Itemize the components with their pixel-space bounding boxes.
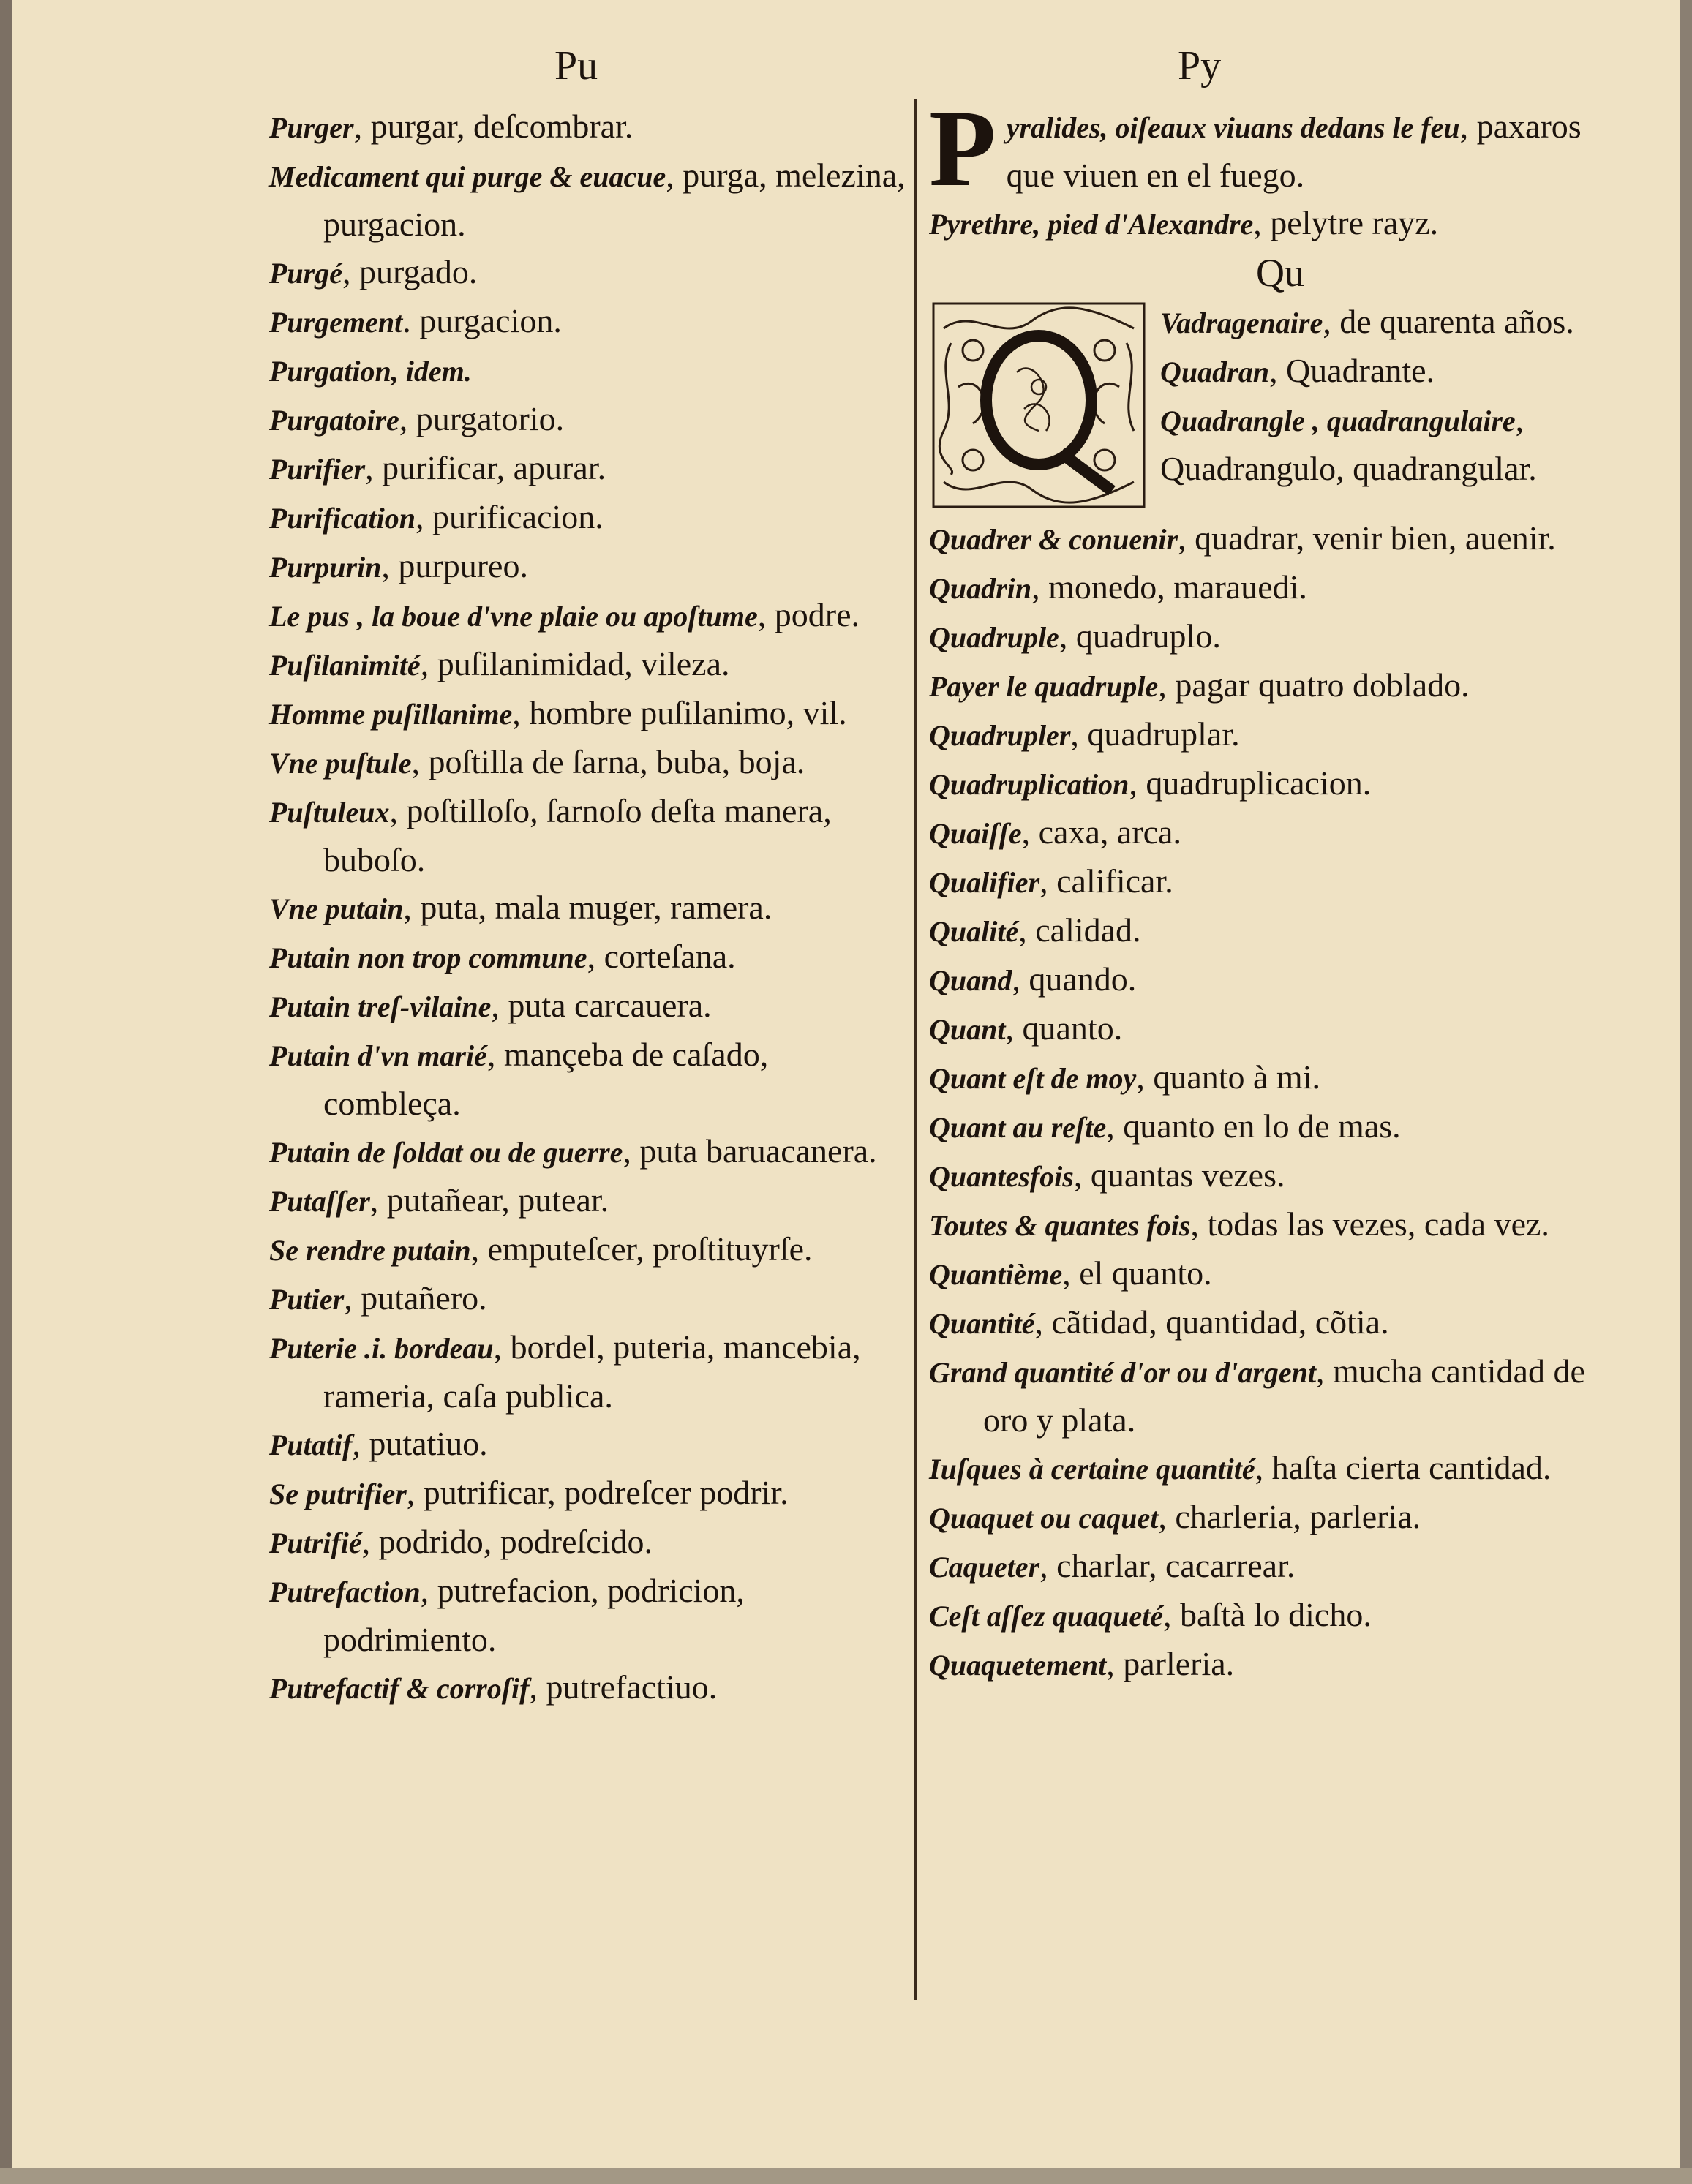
spanish-gloss: , purgado. [342,253,478,290]
french-term: Putain d'vn marié [269,1039,487,1072]
french-term: Vne putain [269,892,404,925]
dictionary-entry [929,1298,1587,1347]
french-term: Quaquetement [929,1649,1107,1682]
dictionary-entry [269,493,906,542]
dictionary-entry [269,640,906,689]
dictionary-entry [269,689,906,738]
dictionary-entry [929,661,1587,710]
dictionary-entry [929,857,1587,906]
french-term: Quant eſt de moy [929,1062,1137,1095]
french-term: Quand [929,964,1012,997]
spanish-gloss: , putrefacion, podricion, podrimiento. [323,1572,745,1658]
dictionary-entry [269,1663,906,1712]
spanish-gloss: , podre. [757,596,860,633]
french-term: Purification [269,502,416,535]
spanish-gloss: , purpureo. [381,547,528,584]
dictionary-entry [269,297,906,346]
dictionary-entry [269,982,906,1031]
french-term: Puſilanimité [269,649,421,682]
french-term: Putain de ſoldat ou de guerre [269,1136,623,1169]
french-term: Purgement [269,306,403,339]
spanish-gloss: , cãtidad, quantidad, cõtia. [1034,1303,1389,1341]
spanish-gloss: , purgar, deſcombrar. [353,108,633,145]
dictionary-entry [929,1444,1587,1493]
french-term: Putier [269,1283,345,1316]
spanish-gloss: , putatiuo. [352,1425,488,1462]
french-term: Qualifier [929,866,1040,899]
french-term: Putain treſ-vilaine [269,990,492,1023]
dictionary-entry [269,738,906,787]
running-head-left: Pu [554,43,598,89]
spanish-gloss: , purga, melezina, purgacion. [323,157,906,243]
french-term: Vadragenaire [1160,306,1323,339]
spanish-gloss: , monedo, marauedi. [1031,568,1307,606]
spanish-gloss: , poſtilloſo, ſarnoſo deſta manera, buboſo. [323,792,832,878]
dictionary-entry [929,563,1587,612]
french-term: Quadruplication [929,768,1129,801]
spanish-gloss: , de quarenta años. [1323,303,1574,340]
dictionary-entry [269,395,906,444]
dictionary-entry [269,884,906,933]
spanish-gloss: , quando. [1012,960,1137,998]
dictionary-entry [929,1493,1587,1542]
french-term: Purpurin [269,551,382,584]
spanish-gloss: , mançeba de caſado, combleça. [323,1036,769,1122]
spanish-gloss: , todas las vezes, cada vez. [1190,1205,1549,1243]
french-term: Quant [929,1013,1006,1046]
french-term: Pyrethre, pied d'Alexandre [929,208,1254,241]
spanish-gloss: , bordel, puteria, mancebia, rameria, caſa publica. [323,1328,861,1415]
dictionary-entry [929,808,1587,857]
running-head-right: Py [1178,43,1222,89]
dictionary-entry [929,1347,1587,1444]
french-term: Le pus , la boue d'vne plaie ou apoſtume [269,600,758,633]
dictionary-entry [929,612,1587,661]
dictionary-entry [929,1249,1587,1298]
french-term: Quant au reſte [929,1111,1107,1144]
french-term: Quaquet ou caquet [929,1502,1159,1535]
french-term: Purgation, idem. [269,355,472,388]
spanish-gloss: , caxa, arca. [1021,813,1181,851]
french-term: Vne puſtule [269,747,412,780]
spanish-gloss: , mucha cantidad de oro y plata. [983,1352,1585,1439]
spanish-gloss: , el quanto. [1062,1254,1212,1292]
french-term: Puſtuleux [269,796,390,829]
dictionary-entry [929,1200,1587,1249]
dictionary-entry [269,591,906,640]
french-term: Quantité [929,1307,1035,1340]
spanish-gloss: , putrefactiuo. [529,1668,718,1706]
dictionary-entry [269,1323,906,1420]
dictionary-entry [269,1225,906,1274]
french-term: Ceſt aſſez quaqueté [929,1600,1163,1633]
french-term: Purifier [269,453,366,486]
dictionary-entry [269,1469,906,1518]
dictionary-entry [269,1518,906,1567]
spanish-gloss: , hombre puſilanimo, vil. [512,694,847,731]
spanish-gloss: , poſtilla de ſarna, buba, boja. [411,743,805,780]
spanish-gloss: , puſilanimidad, vileza. [420,645,730,682]
french-term: Iuſques à certaine quantité [929,1453,1255,1486]
spanish-gloss: , quadruplicacion. [1129,764,1372,802]
spanish-gloss: , paxaros que viuen en el fuego. [1006,108,1582,194]
dictionary-entry [929,514,1587,563]
french-term: Putain non trop commune [269,941,587,974]
french-term: Medicament qui purge & euacue [269,160,666,193]
page-edge-right [1680,0,1692,2184]
spanish-gloss: , calificar. [1039,862,1173,900]
spanish-gloss: , quantas vezes. [1073,1156,1285,1194]
spanish-gloss: , emputeſcer, proſtituyrſe. [470,1230,813,1268]
dictionary-entry [929,1004,1587,1053]
french-term: Putaſſer [269,1185,370,1218]
dictionary-entry [929,1640,1587,1689]
french-term: Purgé [269,257,342,290]
spanish-gloss: . purgacion. [402,302,562,339]
spanish-gloss: , corteſana. [587,938,736,975]
french-term: Quadruple [929,621,1059,654]
spanish-gloss: , calidad. [1018,911,1141,949]
spanish-gloss: , quadrar, venir bien, auenir. [1178,519,1556,557]
dictionary-entry [929,1542,1587,1591]
dictionary-entry [269,444,906,493]
spanish-gloss: , quanto à mi. [1136,1058,1320,1096]
dictionary-entry [929,1151,1587,1200]
french-term: Purger [269,111,354,144]
decorated-q-initial-icon [929,299,1148,511]
french-term: yralides, oiſeaux viuans dedans le feu [1006,111,1460,144]
dictionary-entry [929,710,1587,759]
spanish-gloss: , haſta cierta cantidad. [1255,1449,1552,1486]
dictionary-entry [269,1567,906,1663]
spanish-gloss: , puta baruacanera. [623,1132,877,1170]
dictionary-entry [269,102,906,151]
spanish-gloss: , charleria, parleria. [1158,1498,1421,1535]
dictionary-entry [929,955,1587,1004]
spanish-gloss: , Quadrante. [1268,352,1435,389]
section-heading: Qu [1256,251,1304,295]
page-edge-left [0,0,12,2184]
spanish-gloss: , pagar quatro doblado. [1158,666,1470,704]
dictionary-entry [269,542,906,591]
french-term: Grand quantité d'or ou d'argent [929,1356,1317,1389]
dictionary-entry [929,1591,1587,1640]
french-term: Homme puſillanime [269,698,513,731]
french-term: Payer le quadruple [929,670,1159,703]
spanish-gloss: , purificacion. [416,498,604,535]
french-term: Quadrin [929,572,1032,605]
dictionary-entry [929,1053,1587,1102]
large-initial-p: P [929,88,996,209]
spanish-gloss: , Quadrangulo, quadrangular. [1160,401,1537,487]
dictionary-entry [269,1420,906,1469]
french-term: Putatif [269,1428,353,1461]
dictionary-entry [929,1102,1587,1151]
dictionary-entry [929,199,1587,248]
french-term: Se putrifier [269,1477,407,1510]
french-term: Toutes & quantes fois [929,1209,1191,1242]
french-term: Quantième [929,1258,1063,1291]
dictionary-entry [269,933,906,982]
dictionary-entry [269,1274,906,1323]
spanish-gloss: , parleria. [1106,1645,1235,1682]
spanish-gloss: , pelytre rayz. [1253,204,1439,241]
dictionary-entry [929,759,1587,808]
spanish-gloss: , purificar, apurar. [365,449,606,486]
spanish-gloss: , puta, mala muger, ramera. [403,889,772,926]
french-term: Quadran [1160,355,1269,388]
dictionary-entry [269,1176,906,1225]
french-term: Quadrer & conuenir [929,523,1178,556]
french-term: Putrifié [269,1526,362,1559]
dictionary-entry [929,906,1587,955]
french-term: Purgatoire [269,404,399,437]
column-divider [914,99,917,2000]
left-column [269,102,906,1712]
french-term: Quadrupler [929,719,1071,752]
french-term: Se rendre putain [269,1234,471,1267]
french-term: Quadrangle , quadrangulaire [1160,404,1516,437]
french-term: Puterie .i. bordeau [269,1332,494,1365]
spanish-gloss: , podrido, podreſcido. [361,1523,653,1560]
french-term: Quantesfois [929,1160,1074,1193]
dictionary-entry [269,151,906,248]
spanish-gloss: , putañero. [344,1279,487,1317]
dictionary-entry [929,88,1587,209]
spanish-gloss: , charlar, cacarrear. [1039,1547,1296,1584]
spanish-gloss: , quadruplo. [1059,617,1221,655]
spanish-gloss: , quanto en lo de mas. [1106,1107,1401,1145]
dictionary-entry [269,248,906,297]
dictionary-entry [269,346,906,395]
dictionary-entry [269,787,906,884]
spanish-gloss: , quanto. [1005,1009,1123,1047]
spanish-gloss: , putrificar, podreſcer podrir. [406,1474,789,1511]
spanish-gloss: , putañear, putear. [369,1181,609,1219]
right-column [929,88,1587,1689]
french-term: Caqueter [929,1551,1040,1584]
spanish-gloss: , baſtà lo dicho. [1162,1596,1372,1633]
dictionary-entry [269,1127,906,1176]
french-term: Quaiſſe [929,817,1022,850]
page-edge-bottom [0,2168,1692,2184]
dictionary-entry [269,1031,906,1127]
french-term: Putrefaction [269,1575,421,1608]
spanish-gloss: , quadruplar. [1070,715,1240,753]
french-term: Putrefactif & corroſif [269,1672,530,1705]
spanish-gloss: , puta carcauera. [491,987,712,1024]
french-term: Qualité [929,915,1019,948]
spanish-gloss: , purgatorio. [399,400,565,437]
